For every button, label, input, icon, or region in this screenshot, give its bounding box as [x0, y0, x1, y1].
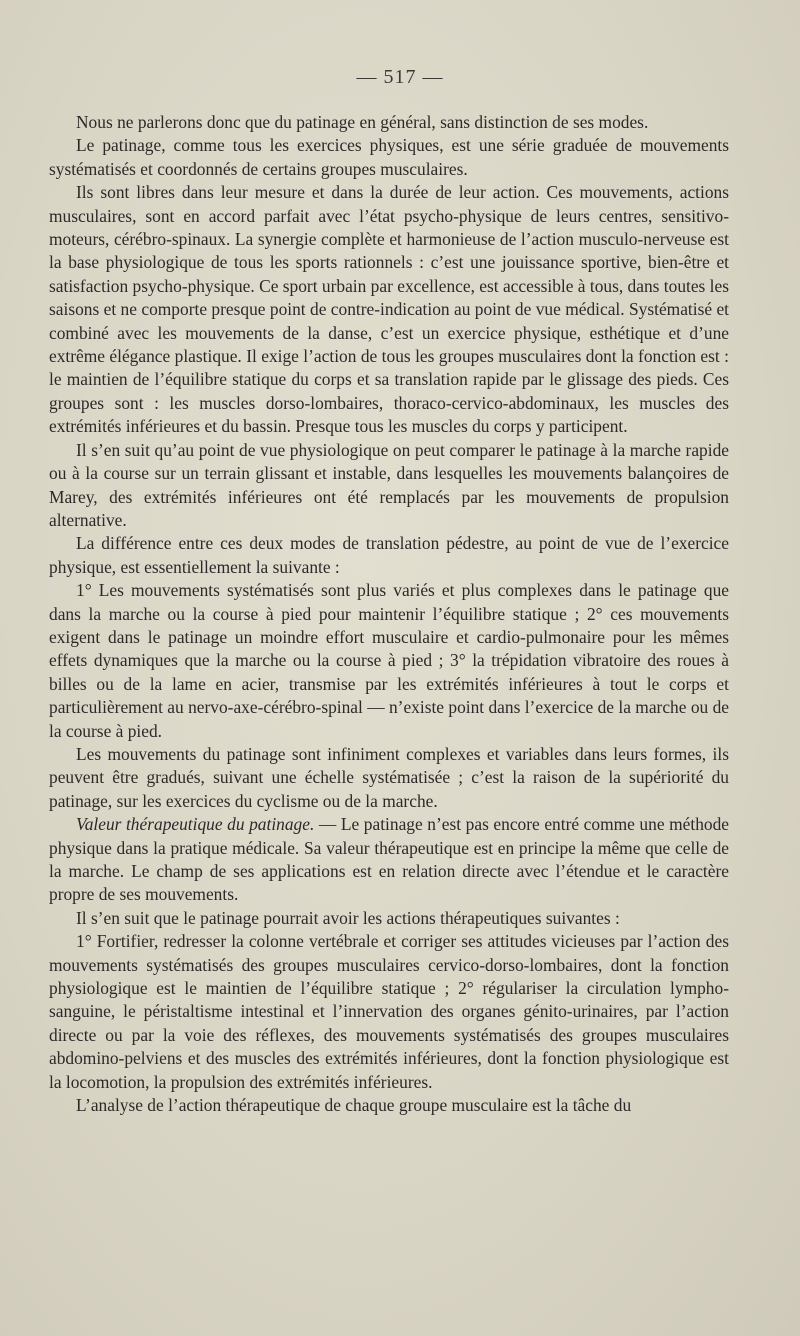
paragraph: Il s’en suit que le patinage pourrait avoir les actions thérapeutiques suivantes :: [76, 907, 620, 928]
section-heading: Valeur thérapeutique du patinage.: [76, 814, 315, 835]
paragraph: Il s’en suit qu’au point de vue physiologique on peut comparer le patinage à la marche rapide ou à la course sur un terrain glissant et instable, dans lesquelles les mouvements balançoires de Marey, des extrémités inférieures ont été remplacés par les mouvements de propulsion alternative.: [49, 439, 729, 530]
paragraph: 1° Les mouvements systématisés sont plus variés et plus complexes dans le patinage que dans la marche ou la course à pied pour maintenir l’équilibre statique ; 2° ces mouvements exigent dans le patinage un moindre effort musculaire et cardio-pulmonaire pour les mêmes effets dynamiques que la marche ou la course à pied ; 3° la trépidation vibratoire des roues à billes ou de la lame en acier, transmise par les extrémités inférieures à tout le corps et particulièrement au nervo-axe-cérébro-spinal — n’existe point dans l’exercice de la marche ou de la course à pied.: [49, 580, 729, 741]
paragraph: Les mouvements du patinage sont infiniment complexes et variables dans leurs formes, ils peuvent être gradués, suivant une échelle systématisée ; c’est la raison de la supériorité du patinage, sur les exercices du cyclisme ou de la marche.: [49, 743, 729, 811]
paragraph: Le patinage, comme tous les exercices physiques, est une série graduée de mouvements systématisés et coordonnés de certains groupes musculaires.: [49, 135, 729, 179]
paragraph: La différence entre ces deux modes de translation pédestre, au point de vue de l’exercice physique, est essentiellement la suivante :: [49, 533, 729, 577]
paragraph: 1° Fortifier, redresser la colonne vertébrale et corriger ses attitudes vicieuses par l’action des mouvements systématisés des groupes musculaires cervico-dorso-lombaires, dont la fonction physiologique est le maintien de l’équilibre statique ; 2° régulariser la circulation lympho-sanguine, le péristaltisme intestinal et l’innervation des organes génito-urinaires, par l’action directe ou par la voie des réflexes, des mouvements systématisés des groupes musculaires abdomino-pelviens et des muscles des extrémités inférieures, dont la fonction physiologique est la locomotion, la propulsion des extrémités inférieures.: [49, 931, 729, 1092]
paragraph: Nous ne parlerons donc que du patinage en général, sans distinction de ses modes.: [76, 112, 649, 132]
body-text: [49, 111, 729, 1117]
paragraph: Ils sont libres dans leur mesure et dans la durée de leur action. Ces mouvements, actions musculaires, sont en accord parfait avec l’état psycho-physique de leurs centres, sensitivo-moteurs, cérébro-spinaux. La synergie complète et harmonieuse de l’action musculo-nerveuse est la base physiologique de tous les sports rationnels : c’est une jouissance sportive, bien-être et satisfaction psycho-physique. Ce sport urbain par excellence, est accessible à tous, dans toutes les saisons et ne comporte presque point de contre-indication au point de vue médical. Systématisé et combiné avec les mouvements de la danse, c’est un exercice physique, esthétique et d’une extrême élégance plastique. Il exige l’action de tous les groupes musculaires dont la fonction est : le maintien de l’équilibre statique du corps et sa translation rapide par le glissage des pieds. Ces groupes sont : les muscles dorso-lombaires, thoraco-cervico-abdominaux, les muscles des extrémités inférieures et du bassin. Presque tous les muscles du corps y participent.: [49, 182, 729, 437]
section-text: — Le patinage n’est pas encore entré comme une méthode physique dans la pratique médicale. Sa valeur thérapeutique est en principe la même que celle de la marche. Le champ de ses applications est en relation directe avec l’étendue et le caractère propre de ses mouvements.: [49, 814, 729, 905]
paragraph-therapy: [49, 813, 729, 907]
page-number: — 517 —: [356, 66, 444, 88]
paragraph: L’analyse de l’action thérapeutique de chaque groupe musculaire est la tâche du: [76, 1095, 632, 1116]
